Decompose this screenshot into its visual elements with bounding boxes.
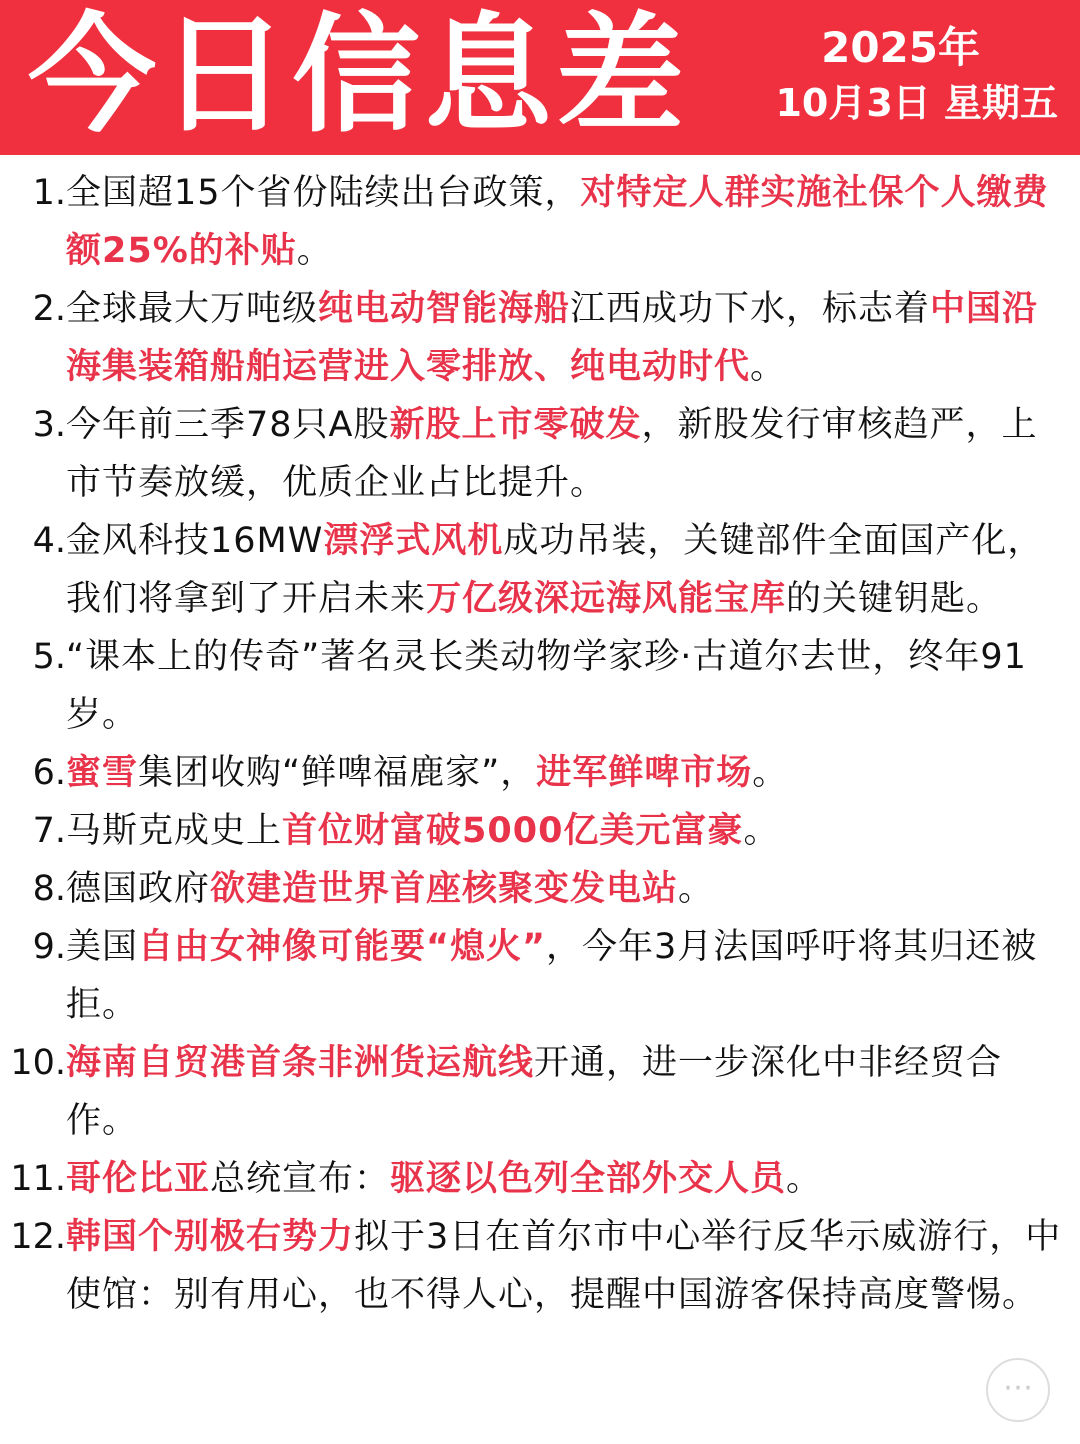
news-number: 10. [10, 1043, 66, 1083]
news-number: 5. [32, 637, 66, 677]
news-text: 。 [296, 231, 333, 271]
news-item [0, 918, 1080, 1034]
news-highlight-text: 哥伦比亚 [66, 1159, 211, 1199]
news-number: 6. [32, 753, 66, 793]
news-highlight-text: 欲建造世界首座核聚变发电站 [210, 869, 679, 909]
news-highlight-text: 万亿级深远海风能宝库 [426, 579, 787, 619]
news-highlight-text: 新股上市零破发 [389, 405, 642, 445]
news-number: 7. [32, 811, 66, 851]
news-text: 全国超15个省份陆续出台政策， [66, 173, 581, 213]
watermark-icon: ⋯ [986, 1358, 1050, 1422]
news-highlight-text: 自由女神像可能要“熄火” [138, 927, 547, 967]
news-text: 成功吊装，关键部件全面国产化，我们将拿到了开启未来 [66, 521, 1044, 619]
news-text: ，今年3月法国呼吁将其归还被拒。 [66, 927, 1038, 1025]
news-text: 拟于3日在首尔市中心举行反华示威游行，中使馆：别有用心，也不得人心，提醒中国游客保持高度警惕。 [66, 1217, 1062, 1315]
news-text: 德国政府 [66, 869, 211, 909]
news-highlight-text: 纯电动智能海船 [318, 289, 571, 329]
news-number: 8. [32, 869, 66, 909]
page-title: 今日信息差 [28, 1, 689, 150]
news-text: 总统宣布： [210, 1159, 391, 1199]
news-item [0, 164, 1080, 280]
news-number: 12. [10, 1217, 66, 1257]
news-highlight-text: 对特定人群实施社保个人缴费额25%的补贴 [66, 173, 1049, 271]
news-text: 。 [786, 1159, 823, 1199]
news-number: 3. [32, 405, 66, 445]
news-item [0, 744, 1080, 802]
news-item [0, 1150, 1080, 1208]
news-text: 的关键钥匙。 [786, 579, 1003, 619]
news-text: 全球最大万吨级 [66, 289, 319, 329]
news-number: 9. [32, 927, 66, 967]
news-text: 集团收购“鲜啤福鹿家”， [138, 753, 537, 793]
news-number: 1. [32, 173, 66, 213]
news-highlight-text: 中国沿海集装箱船舶运营进入零排放、纯电动时代 [66, 289, 1039, 387]
news-number: 2. [32, 289, 66, 329]
news-text: 金风科技16MW [66, 521, 324, 561]
news-highlight-text: 驱逐以色列全部外交人员 [390, 1159, 787, 1199]
news-text: 江西成功下水，标志着 [570, 289, 931, 329]
news-item [0, 628, 1080, 744]
news-highlight-text: 进军鲜啤市场 [536, 753, 753, 793]
news-list [0, 164, 1080, 1324]
news-text: 马斯克成史上 [66, 811, 283, 851]
news-text: ，新股发行审核趋严，上市节奏放缓，优质企业占比提升。 [66, 405, 1038, 503]
news-item [0, 802, 1080, 860]
news-item [0, 1034, 1080, 1150]
news-number: 11. [10, 1159, 66, 1199]
news-text: 开通，进一步深化中非经贸合作。 [66, 1043, 1003, 1141]
news-text: 。 [750, 347, 787, 387]
date-year: 2025年 [821, 23, 980, 72]
news-item [0, 396, 1080, 512]
news-text: 。 [752, 753, 789, 793]
news-highlight-text: 蜜雪 [66, 753, 139, 793]
news-number: 4. [32, 521, 66, 561]
news-highlight-text: 漂浮式风机 [323, 521, 504, 561]
news-highlight-text: 海南自贸港首条非洲货运航线 [66, 1043, 535, 1083]
news-item [0, 860, 1080, 918]
news-item [0, 280, 1080, 396]
news-highlight-text: 韩国个别极右势力 [66, 1217, 355, 1257]
news-text: “课本上的传奇”著名灵长类动物学家珍·古道尔去世，终年91岁。 [66, 637, 1027, 735]
date-day: 10月3日 星期五 [775, 81, 1058, 125]
news-highlight-text: 首位财富破5000亿美元富豪 [282, 811, 744, 851]
news-item [0, 1208, 1080, 1324]
news-text: 今年前三季78只A股 [66, 405, 390, 445]
news-text: 美国 [66, 927, 139, 967]
news-text: 。 [678, 869, 715, 909]
news-text: 。 [743, 811, 780, 851]
header-banner [0, 0, 1080, 155]
news-item [0, 512, 1080, 628]
header-date [728, 22, 1058, 132]
